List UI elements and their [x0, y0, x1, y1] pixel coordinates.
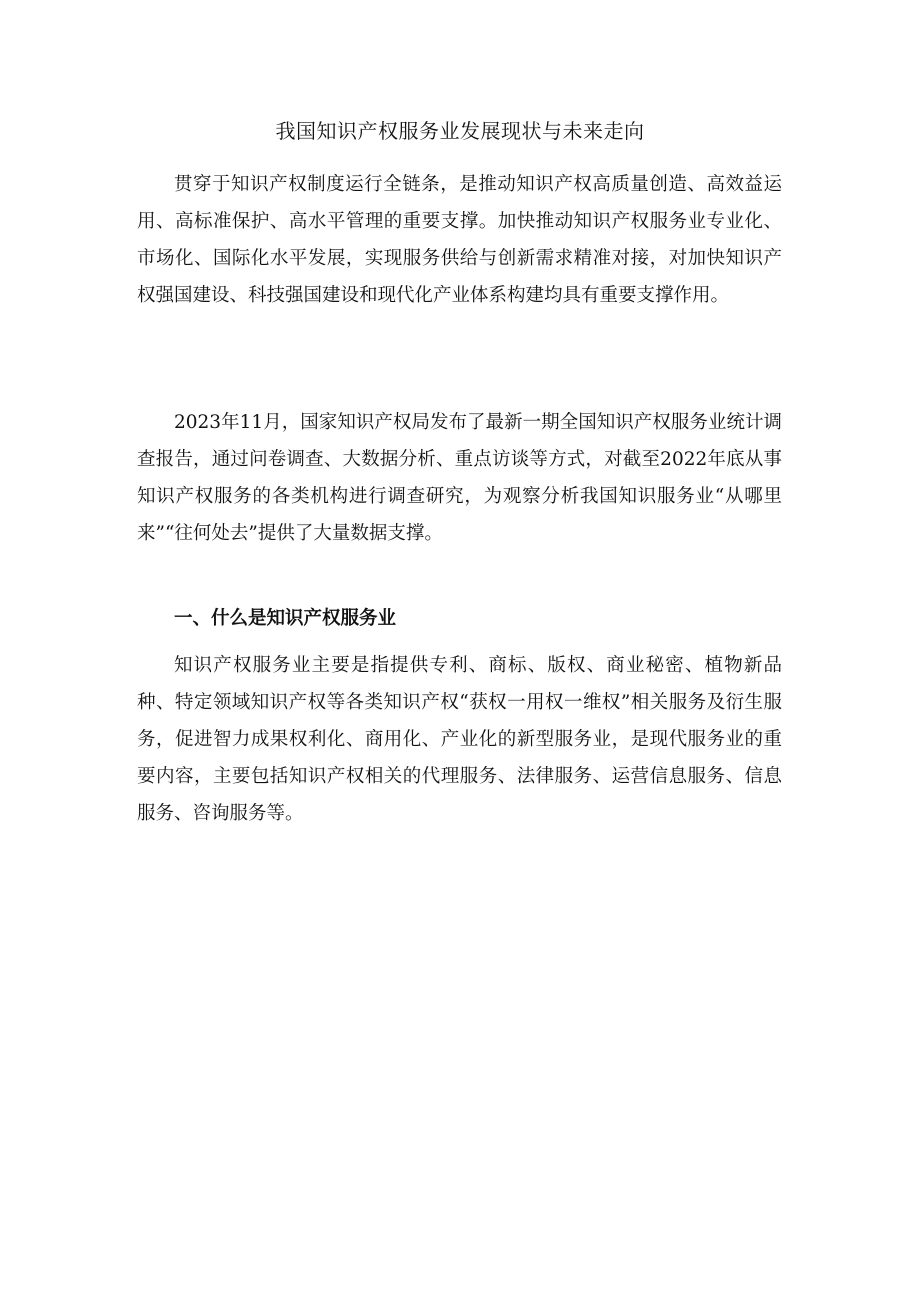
paragraph-intro: 贯穿于知识产权制度运行全链条，是推动知识产权高质量创造、高效益运用、高标准保护、高水平管理的重要支撑。加快推动知识产权服务业专业化、市场化、国际化水平发展，实现服务供给与创新需求精准对接，对加快知识产权强国建设、科技强国建设和现代化产业体系构建均具有重要支撑作用。 [137, 174, 782, 306]
paragraph-report: 2023年11月，国家知识产权局发布了最新一期全国知识产权服务业统计调查报告，通过问卷调查、大数据分析、重点访谈等方式，对截至2022年底从事知识产权服务的各类机构进行调查研究，为观察分析我国知识服务业“从哪里来”“往何处去”提供了大量数据支撑。 [137, 412, 782, 544]
paragraph-definition: 知识产权服务业主要是指提供专利、商标、版权、商业秘密、植物新品种、特定领域知识产权等各类知识产权“获权一用权一维权”相关服务及衍生服务，促进智力成果权利化、商用化、产业化的新型服务业，是现代服务业的重要内容，主要包括知识产权相关的代理服务、法律服务、运营信息服务、信息服务、咨询服务等。 [137, 655, 782, 824]
document-title: 我国知识产权服务业发展现状与未来走向 [275, 119, 645, 143]
section-heading: 一、什么是知识产权服务业 [174, 608, 397, 629]
